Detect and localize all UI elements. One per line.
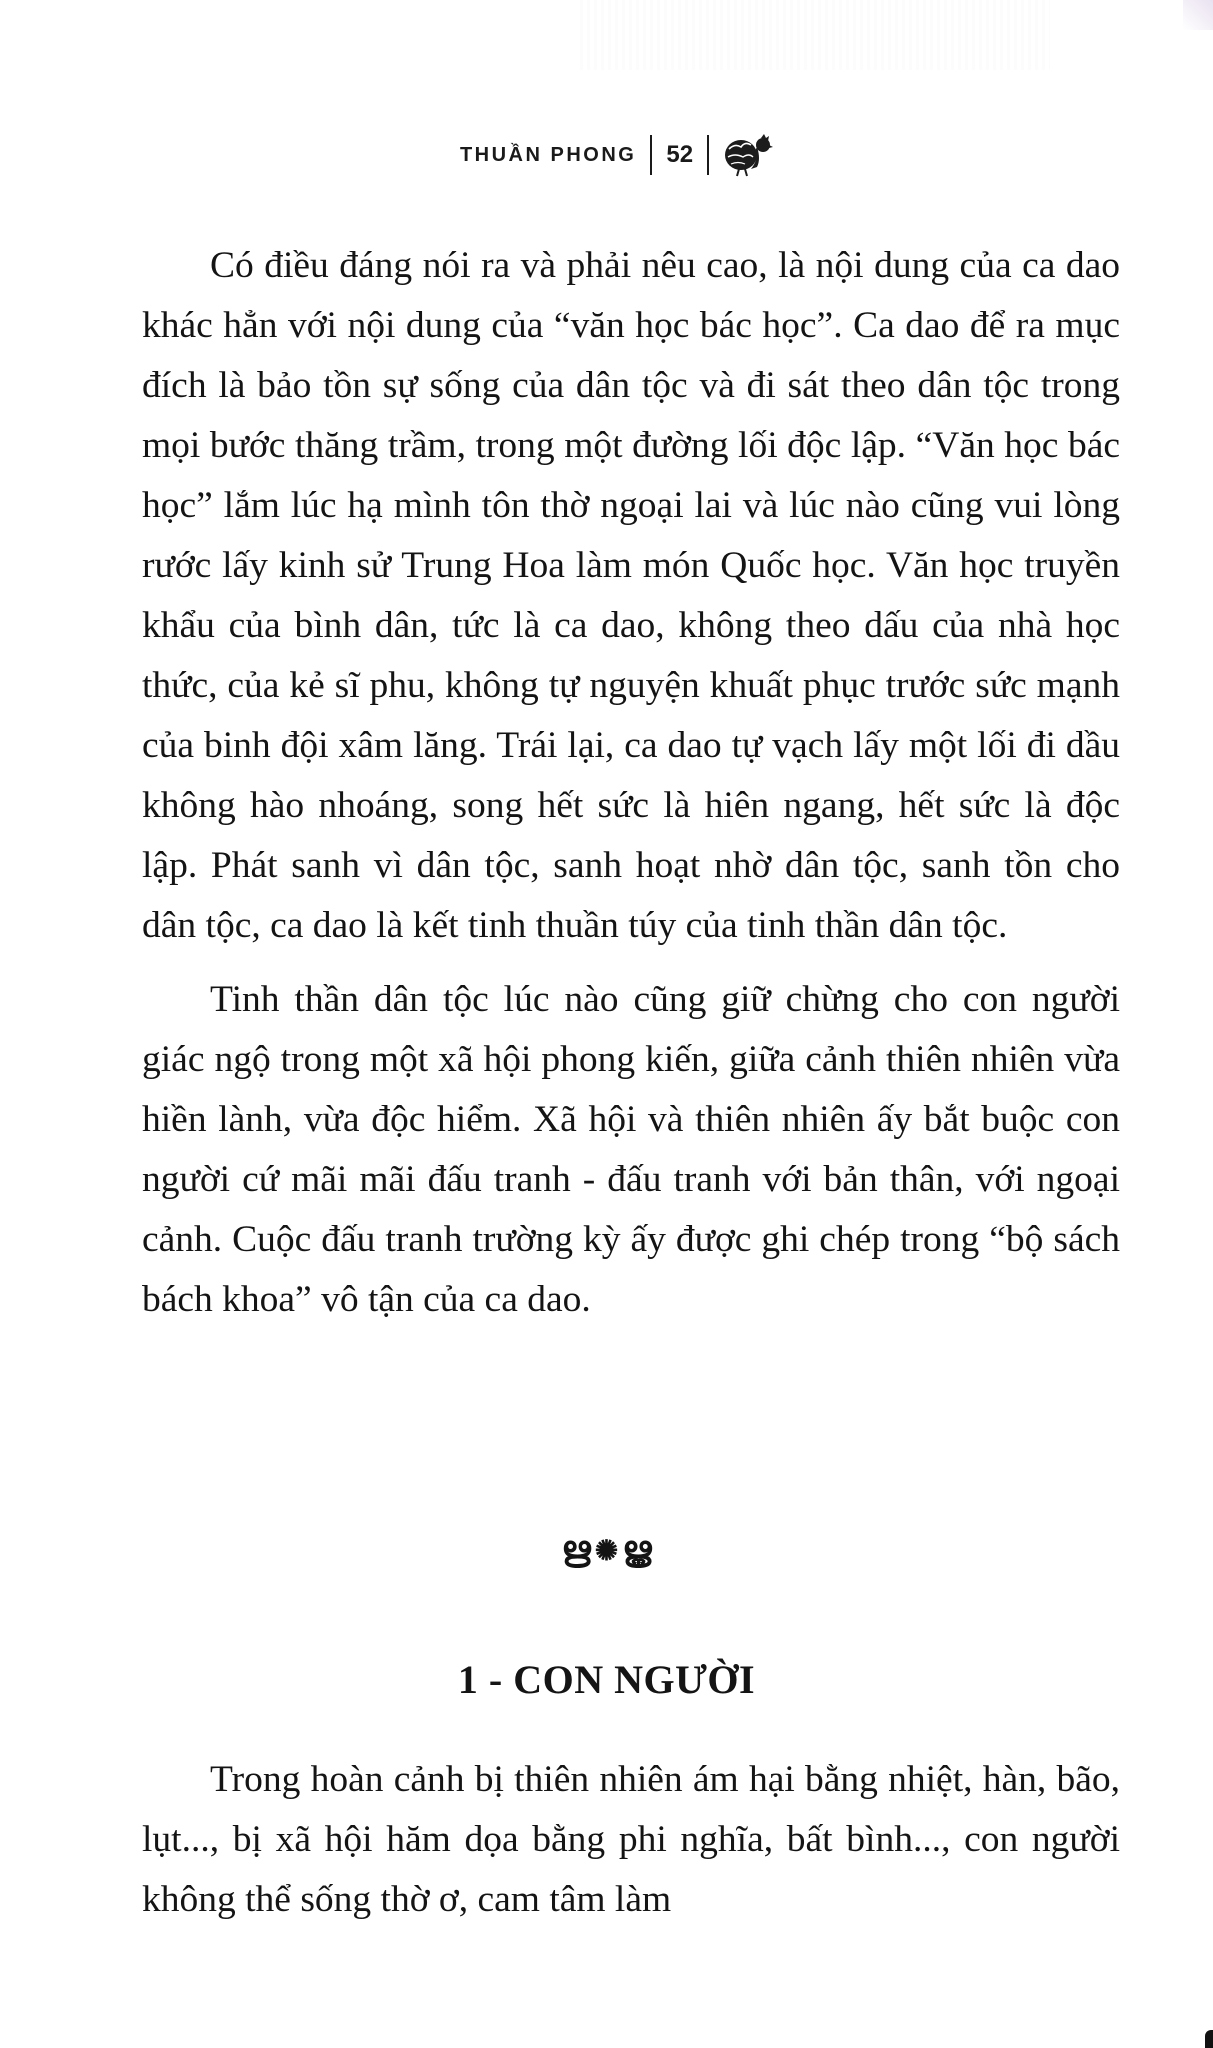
show-through-bleed (580, 0, 1050, 70)
section-ornament (0, 1530, 1213, 1572)
flower-icon: ✺ (594, 1536, 619, 1567)
ornament-left-icon: ഋ (561, 1531, 591, 1568)
ornament-right-icon: ൠ (622, 1531, 652, 1568)
header-divider (650, 135, 652, 175)
section-title: 1 - CON NGƯỜI (457, 1657, 756, 1702)
rooster-icon (723, 133, 773, 177)
corner-tint (1183, 0, 1213, 30)
running-header (0, 133, 1213, 177)
paragraph: Có điều đáng nói ra và phải nêu cao, là nội dung của ca dao khác hẳn với nội dung của “văn học bác học”. Ca dao để ra mục đích là bảo tồn sự sống của dân tộc và đi sát theo dân tộc trong mọi bước thăng trầm, trong một đường lối độc lập. “Văn học bác học” lắm lúc hạ mình tôn thờ ngoại lai và lúc nào cũng vui lòng rước lấy kinh sử Trung Hoa làm món Quốc học. Văn học truyền khẩu của bình dân, tức là ca dao, không theo dấu của nhà học thức, của kẻ sĩ phu, không tự nguyện khuất phục trước sức mạnh của binh đội xâm lăng. Trái lại, ca dao tự vạch lấy một lối đi dầu không hào nhoáng, song hết sức là hiên ngang, hết sức là độc lập. Phát sanh vì dân tộc, sanh hoạt nhờ dân tộc, sanh tồn cho dân tộc, ca dao là kết tinh thuần túy của tinh thần dân tộc. (142, 245, 1120, 946)
body-text (142, 236, 1120, 1330)
header-author: THUẦN PHONG (459, 143, 637, 166)
section-body-text (142, 1750, 1120, 1930)
page-edge-mark (1205, 2030, 1213, 2048)
paragraph: Tinh thần dân tộc lúc nào cũng giữ chừng cho con người giác ngộ trong một xã hội phong kiến, giữa cảnh thiên nhiên vừa hiền lành, vừa độc hiểm. Xã hội và thiên nhiên ấy bắt buộc con người cứ mãi mãi đấu tranh - đấu tranh với bản thân, với ngoại cảnh. Cuộc đấu tranh trường kỳ ấy được ghi chép trong “bộ sách bách khoa” vô tận của ca dao. (142, 979, 1120, 1320)
header-divider (707, 135, 709, 175)
page-number: 52 (666, 141, 694, 168)
paragraph: Trong hoàn cảnh bị thiên nhiên ám hại bằng nhiệt, hàn, bão, lụt..., bị xã hội hăm dọa bằng phi nghĩa, bất bình..., con người không thể sống thờ ơ, cam tâm làm (142, 1759, 1120, 1920)
